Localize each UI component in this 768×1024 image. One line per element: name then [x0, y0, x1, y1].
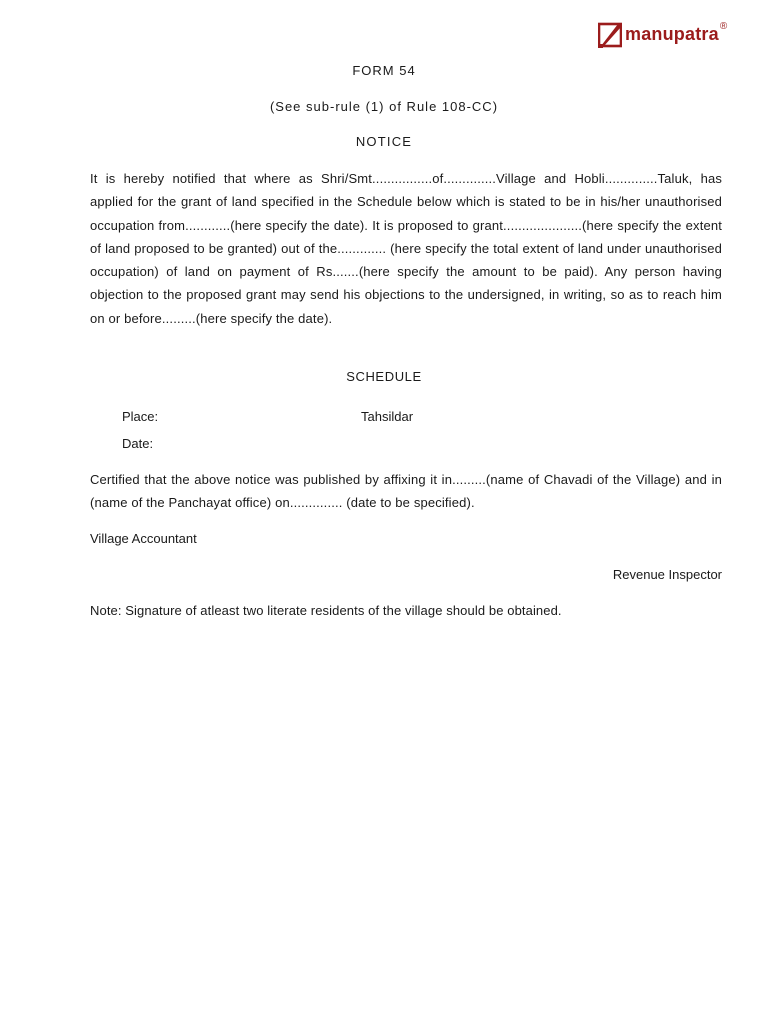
notice-paragraph: It is hereby notified that where as Shri/Smt................of..............Village and Hobli..............Taluk, has applied for the grant of land specified in the Schedule below which is stated to be in his/her unauthorised occupation from............(here specify the date). It is proposed to grant.....................(here specify the extent of land proposed to be granted) out of the............. (here specify the total extent of land under unauthorised occupation) of land on payment of Rs.......(here specify the amount to be paid). Any person having objection to the proposed grant may send his objections to the undersigned, in writing, so as to reach him on or before.........(here specify the date). — [90, 171, 722, 326]
notice-heading: NOTICE — [355, 134, 413, 149]
certification-paragraph: Certified that the above notice was published by affixing it in.........(name of Chavadi of the Village) and in (name of the Panchayat office) on.............. (date to be specified). — [90, 472, 722, 511]
date-label: Date: — [122, 436, 154, 451]
tahsildar-signatory: Tahsildar — [361, 409, 414, 424]
signature-note: Note: Signature of atleast two literate residents of the village should be obtained. — [90, 603, 562, 618]
revenue-inspector-signatory: Revenue Inspector — [612, 567, 722, 582]
registered-mark: ® — [719, 20, 728, 32]
schedule-heading: SCHEDULE — [346, 369, 422, 384]
brand-logo — [598, 20, 727, 50]
village-accountant-signatory: Village Accountant — [90, 531, 197, 546]
manupatra-logo-icon — [598, 22, 622, 48]
brand-name: manupatra — [625, 23, 719, 44]
form-title: FORM 54 — [352, 63, 416, 78]
sub-rule-reference: (See sub-rule (1) of Rule 108-CC) — [269, 99, 499, 114]
place-label: Place: — [122, 409, 159, 424]
